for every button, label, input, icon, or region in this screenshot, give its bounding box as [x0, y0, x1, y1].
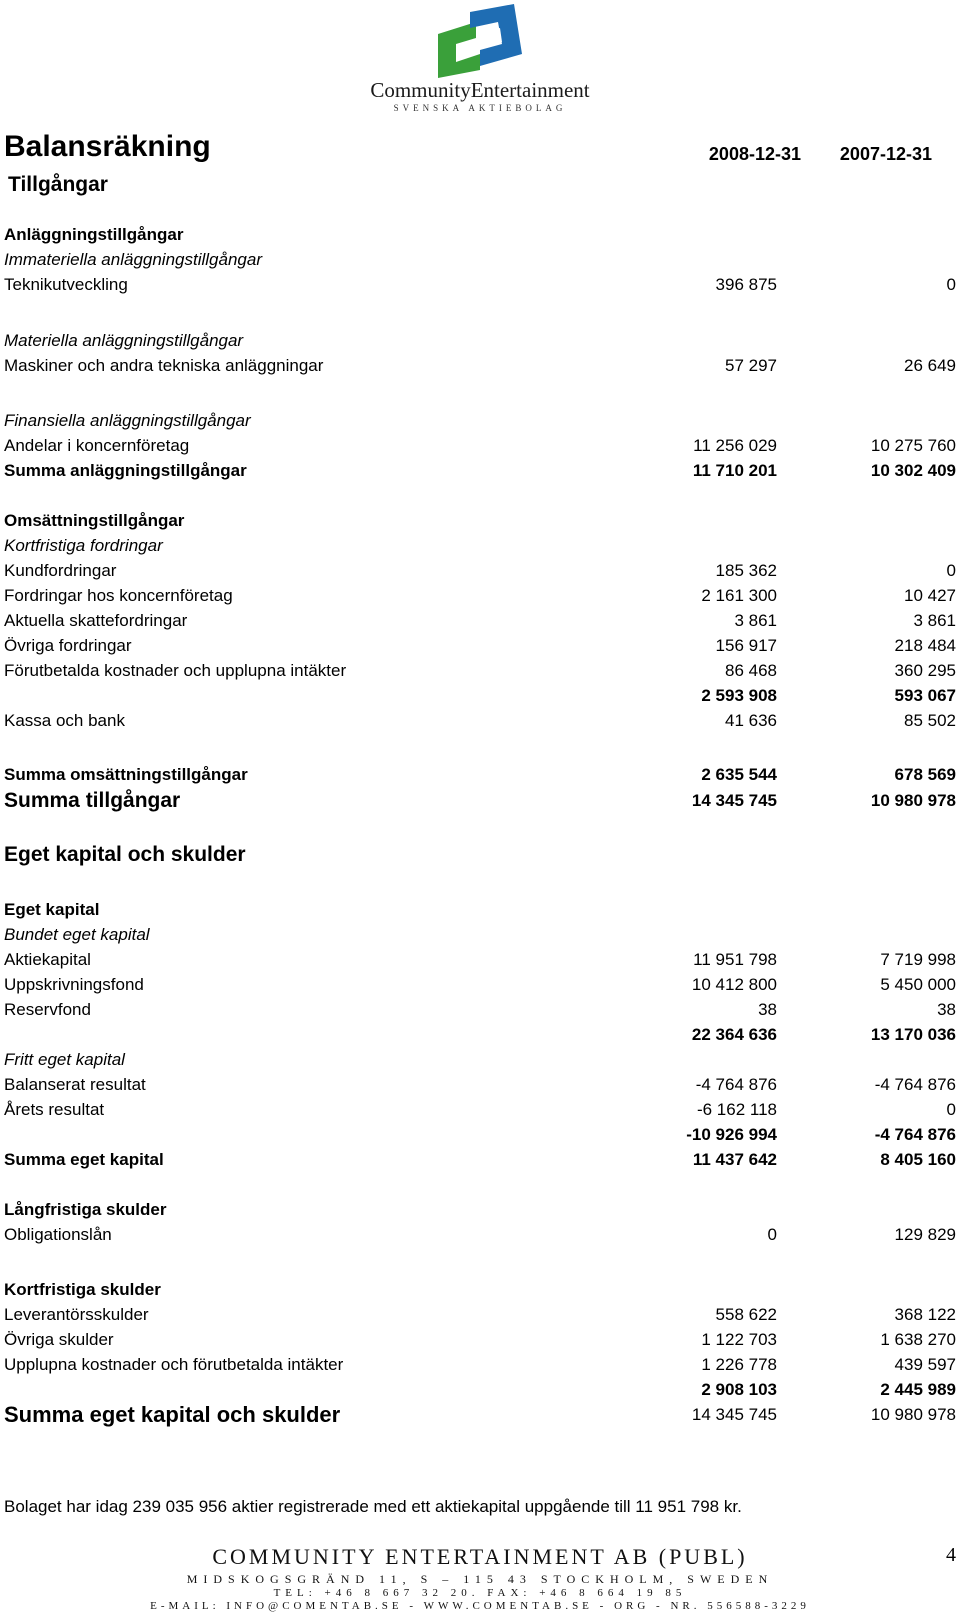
value-2008: 2 908 103 [701, 1380, 777, 1399]
row-label: Eget kapital [4, 900, 100, 919]
value-2007: 678 569 [894, 765, 956, 784]
row-label: Fritt eget kapital [4, 1050, 125, 1069]
value-2007: 10 427 [904, 586, 956, 605]
table-row [0, 1327, 960, 1352]
value-2008: 14 345 745 [691, 791, 777, 810]
value-2007: 38 [937, 1000, 956, 1019]
row-label: Finansiella anläggningstillgångar [4, 411, 251, 430]
row-label: Summa tillgångar [4, 789, 181, 812]
value-2008: 2 161 300 [701, 586, 777, 605]
footer-phone: TEL: +46 8 667 32 20. FAX: +46 8 664 19 85 [273, 1587, 687, 1599]
value-2008: 1 226 778 [701, 1355, 777, 1374]
row-label: Maskiner och andra tekniska anläggningar [4, 356, 324, 375]
row-label: Bundet eget kapital [4, 925, 150, 944]
table-row [0, 533, 960, 558]
table-row [0, 633, 960, 658]
row-label: Uppskrivningsfond [4, 975, 144, 994]
value-2008: -10 926 994 [686, 1125, 777, 1144]
value-2008: -4 764 876 [695, 1075, 777, 1094]
row-label: Summa eget kapital [4, 1150, 164, 1169]
table-row [0, 1352, 960, 1377]
value-2007: 7 719 998 [880, 950, 956, 969]
value-2008: 41 636 [725, 711, 777, 730]
footnote: Bolaget har idag 239 035 956 aktier registrerade med ett aktiekapital uppgående till 11 951 798 kr. [4, 1497, 742, 1516]
table-row [0, 1047, 960, 1072]
value-2007: 218 484 [894, 636, 956, 655]
value-2008: 1 122 703 [701, 1330, 777, 1349]
value-2007: 360 295 [894, 661, 956, 680]
footer-address: MIDSKOGSGRÄND 11, S – 115 43 STOCKHOLM, SWEDEN [186, 1572, 774, 1586]
table-row [0, 608, 960, 633]
section-subtitle: Tillgångar [8, 173, 108, 196]
table-row [0, 1222, 960, 1247]
value-2007: 85 502 [904, 711, 956, 730]
value-2007: 0 [946, 275, 956, 294]
table-row [0, 658, 960, 683]
value-2007: 129 829 [894, 1225, 956, 1244]
row-label: Upplupna kostnader och förutbetalda intäkter [4, 1355, 344, 1374]
value-2008: 11 951 798 [693, 950, 777, 969]
table-row [0, 1122, 960, 1147]
value-2008: 10 412 800 [691, 975, 777, 994]
row-label: Förutbetalda kostnader och upplupna intäkter [4, 661, 347, 680]
value-2007: 10 275 760 [870, 436, 956, 455]
table-row [0, 583, 960, 608]
column-header-2008: 2008-12-31 [708, 144, 801, 164]
table-row [0, 788, 960, 813]
table-row [0, 1277, 960, 1302]
value-2007: -4 764 876 [874, 1075, 956, 1094]
value-2007: 5 450 000 [880, 975, 956, 994]
value-2008: 22 364 636 [691, 1025, 777, 1044]
value-2007: 439 597 [894, 1355, 956, 1374]
row-label: Reservfond [4, 1000, 91, 1019]
table-row [0, 433, 960, 458]
table-row [0, 922, 960, 947]
page-number: 4 [946, 1544, 956, 1566]
logo-brand-sub: SVENSKA AKTIEBOLAG [393, 103, 567, 113]
value-2007: 2 445 989 [880, 1380, 956, 1399]
value-2007: 1 638 270 [880, 1330, 956, 1349]
row-label: Summa eget kapital och skulder [4, 1402, 341, 1427]
page-title: Balansräkning [4, 130, 211, 163]
value-2008: 11 710 201 [692, 461, 777, 480]
table-row [0, 842, 960, 867]
row-label: Kundfordringar [4, 561, 117, 580]
row-label: Eget kapital och skulder [4, 843, 246, 866]
value-2007: 10 302 409 [870, 461, 956, 480]
table-row [0, 972, 960, 997]
value-2007: 10 980 978 [870, 791, 956, 810]
row-label: Summa omsättningstillgångar [4, 765, 248, 784]
value-2008: 0 [767, 1225, 777, 1244]
row-label: Kassa och bank [4, 711, 125, 730]
table-row [0, 1072, 960, 1097]
row-label: Leverantörsskulder [4, 1305, 149, 1324]
table-row [0, 328, 960, 353]
value-2008: 2 635 544 [701, 765, 777, 784]
value-2007: 3 861 [913, 611, 956, 630]
value-2008: 57 297 [725, 356, 777, 375]
table-row [0, 762, 960, 787]
row-label: Övriga fordringar [4, 636, 132, 655]
table-row [0, 408, 960, 433]
logo-brand-name: CommunityEntertainment [370, 78, 590, 102]
table-row [0, 272, 960, 297]
value-2007: 26 649 [904, 356, 956, 375]
row-label: Aktiekapital [4, 950, 91, 969]
value-2008: 38 [758, 1000, 777, 1019]
value-2007: 8 405 160 [880, 1150, 956, 1169]
table-row [0, 708, 960, 733]
value-2008: 558 622 [715, 1305, 777, 1324]
table-row [0, 1097, 960, 1122]
value-2008: 11 256 029 [693, 436, 777, 455]
row-label: Teknikutveckling [4, 275, 128, 294]
row-label: Årets resultat [4, 1100, 105, 1119]
company-logo [360, 4, 600, 113]
table-row [0, 1302, 960, 1327]
row-label: Kortfristiga fordringar [4, 536, 163, 555]
logo-mark-icon [436, 4, 524, 78]
table-row [0, 1022, 960, 1047]
value-2008: 396 875 [715, 275, 777, 294]
row-label: Balanserat resultat [4, 1075, 146, 1094]
value-2008: 3 861 [734, 611, 777, 630]
value-2008: 11 437 642 [692, 1150, 777, 1169]
footer-web: E-MAIL: INFO@COMENTAB.SE - WWW.COMENTAB.SE - ORG - NR. 556588-3229 [150, 1600, 810, 1612]
row-label: Summa anläggningstillgångar [4, 461, 247, 480]
table-row [0, 1197, 960, 1222]
value-2008: 156 917 [715, 636, 777, 655]
row-label: Omsättningstillgångar [4, 511, 185, 530]
value-2008: 185 362 [715, 561, 777, 580]
table-row [0, 947, 960, 972]
value-2008: 2 593 908 [701, 686, 777, 705]
value-2007: 0 [946, 561, 956, 580]
value-2007: -4 764 876 [874, 1125, 956, 1144]
table-row [0, 222, 960, 247]
table-row [0, 508, 960, 533]
table-row [0, 458, 960, 483]
value-2008: 86 468 [725, 661, 777, 680]
table-row [0, 558, 960, 583]
row-label: Kortfristiga skulder [4, 1280, 161, 1299]
value-2007: 13 170 036 [870, 1025, 956, 1044]
value-2007: 10 980 978 [870, 1405, 956, 1424]
table-row [0, 683, 960, 708]
table-row [0, 1377, 960, 1402]
table-row [0, 353, 960, 378]
column-header-2007: 2007-12-31 [839, 144, 932, 164]
row-label: Materiella anläggningstillgångar [4, 331, 244, 350]
table-row [0, 997, 960, 1022]
row-label: Övriga skulder [4, 1330, 114, 1349]
row-label: Långfristiga skulder [4, 1200, 167, 1219]
footer-company: COMMUNITY ENTERTAINMENT AB (PUBL) [212, 1544, 748, 1569]
row-label: Anläggningstillgångar [4, 225, 184, 244]
row-label: Fordringar hos koncernföretag [4, 586, 233, 605]
table-row [0, 1147, 960, 1172]
table-row [0, 247, 960, 272]
table-row [0, 897, 960, 922]
value-2008: 14 345 745 [691, 1405, 777, 1424]
table-row [0, 1402, 960, 1427]
row-label: Obligationslån [4, 1225, 112, 1244]
value-2007: 368 122 [894, 1305, 956, 1324]
row-label: Andelar i koncernföretag [4, 436, 190, 455]
row-label: Aktuella skattefordringar [4, 611, 188, 630]
row-label: Immateriella anläggningstillgångar [4, 250, 262, 269]
value-2007: 593 067 [894, 686, 956, 705]
value-2008: -6 162 118 [696, 1100, 777, 1119]
value-2007: 0 [946, 1100, 956, 1119]
